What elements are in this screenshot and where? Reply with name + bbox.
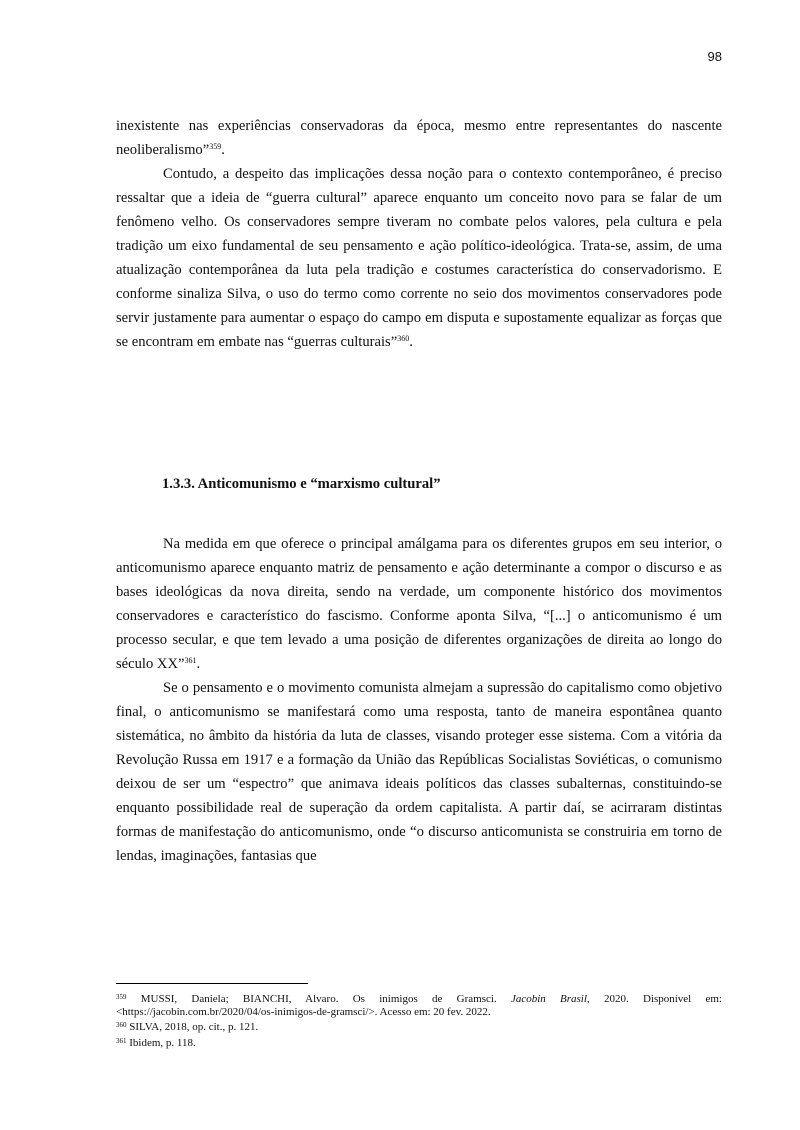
paragraph bbox=[116, 162, 722, 354]
footnote-361 bbox=[116, 1035, 722, 1050]
paragraph-text: . bbox=[196, 656, 201, 672]
body-text-block-2 bbox=[116, 532, 722, 868]
footnote-359 bbox=[116, 991, 722, 1019]
footnote-ref: 359 bbox=[209, 142, 222, 151]
paragraph bbox=[116, 532, 722, 676]
paragraph-text: Contudo, a despeito das implicações dessa noção para o contexto contemporâneo, é preciso ressaltar que a ideia de “guerra cultural” aparece enquanto um conceito novo para se falar de um fenômeno velho. Os conservadores sempre tiveram no combate pelos valores, pela cultura e pela tradição um eixo fundamental de seu pensamento e ação político-ideológica. Trata-se, assim, de uma atualização contemporânea da luta pela tradição e costumes característica do conservadorismo. E conforme sinaliza Silva, o uso do termo como corrente no seio dos movimentos conservadores pode servir justamente para aumentar o espaço do campo em disputa e supostamente equalizar as forças que se encontram em embate nas “guerras culturais” bbox=[116, 166, 722, 350]
footnote-italic-title: Jacobin Brasil bbox=[510, 993, 587, 1005]
paragraph bbox=[116, 114, 722, 162]
paragraph-text: . bbox=[221, 142, 225, 158]
footnote-separator bbox=[116, 983, 308, 984]
paragraph-text: Na medida em que oferece o principal amálgama para os diferentes grupos em seu interior, o anticomunismo aparece enquanto matriz de pensamento e ação determinante a compor o discurso e as bases ideológicas da nova direita, sendo na verdade, um componente histórico dos movimentos conservadores e característico do fascismo. Conforme aponta Silva, “[...] o anticomunismo é um processo secular, e que tem levado a uma posição de diferentes organizações de direita ao longo do século XX” bbox=[116, 536, 722, 672]
footnote-ref: 360 bbox=[397, 334, 410, 343]
footnote-mark: 360 bbox=[116, 1021, 127, 1030]
footnote-mark: 361 bbox=[116, 1036, 127, 1045]
footnote-text: , 2020. Disponível em: <https://jacobin.com.br/2020/04/os-inimigos-de-gramsci/>. Acesso em: 20 fev. 2022. bbox=[116, 993, 722, 1019]
footnote-mark: 359 bbox=[116, 993, 127, 1001]
page-number: 98 bbox=[707, 49, 722, 64]
paragraph-text: Se o pensamento e o movimento comunista almejam a supressão do capitalismo como objetivo final, o anticomunismo se manifestará como uma resposta, tanto de maneira espontânea quanto sistemática, no âmbito da história da luta de classes, visando proteger esse sistema. Com a vitória da Revolução Russa em 1917 e a formação da União das Repúblicas Socialistas Soviéticas, o comunismo deixou de ser um “espectro” que animava ideais políticos das classes subalternas, constituindo-se enquanto possibilidade real de superação da ordem capitalista. A partir daí, se acirraram distintas formas de manifestação do anticomunismo, onde “o discurso anticomunista se construiria em torno de lendas, imaginações, fantasias que bbox=[116, 680, 722, 864]
footnote-text: Ibidem, p. 118. bbox=[126, 1036, 196, 1049]
body-text-block-1 bbox=[116, 114, 722, 354]
paragraph bbox=[116, 676, 722, 868]
paragraph-text: . bbox=[409, 334, 413, 350]
footnote-text: SILVA, 2018, op. cit., p. 121. bbox=[126, 1021, 259, 1034]
footnote-text: MUSSI, Daniela; BIANCHI, Alvaro. Os inimigos de Gramsci. bbox=[126, 993, 511, 1005]
footnote-ref: 361 bbox=[184, 656, 197, 665]
footnotes bbox=[116, 991, 722, 1050]
footnote-360 bbox=[116, 1019, 722, 1034]
paragraph-text: inexistente nas experiências conservadoras da época, mesmo entre representantes do nascente neoliberalismo” bbox=[116, 118, 722, 158]
section-heading: 1.3.3. Anticomunismo e “marxismo cultural” bbox=[162, 476, 441, 492]
